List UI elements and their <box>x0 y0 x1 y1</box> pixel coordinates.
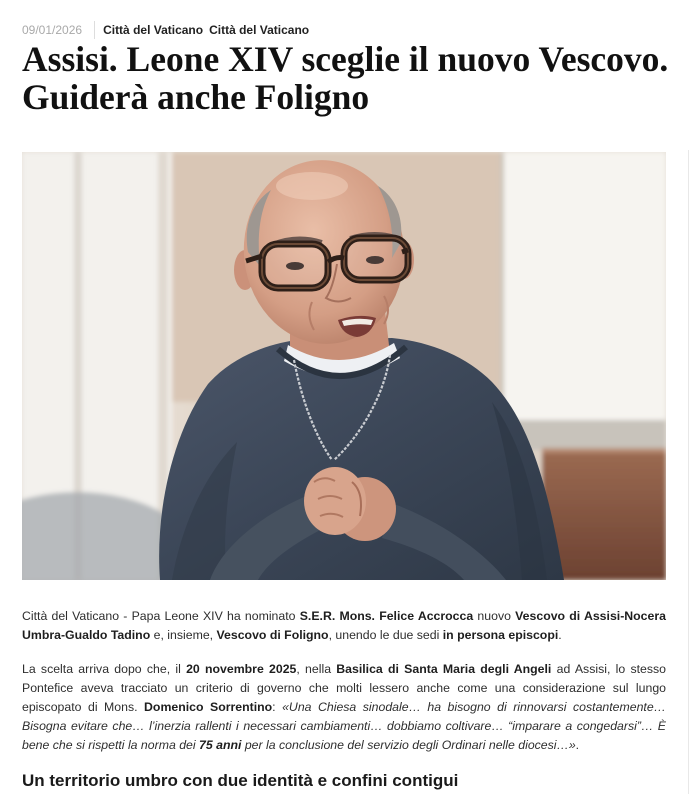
article-paragraph-1 <box>22 607 666 645</box>
text-run: , unendo le due sedi <box>328 628 443 642</box>
pope-quote-end: per la conclusione del servizio degli Ordinari nelle diocesi…» <box>241 738 576 752</box>
text-run: : <box>272 700 283 714</box>
publish-date: 09/01/2026 <box>22 23 83 37</box>
event-date: 20 novembre 2025 <box>186 662 297 676</box>
section-heading: Un territorio umbro con due identità e confini contigui <box>22 771 459 790</box>
text-run: La scelta arriva dopo che, il <box>22 662 187 676</box>
former-bishop-name: Domenico Sorrentino <box>144 700 273 714</box>
meta-divider <box>94 21 95 39</box>
article-body <box>22 607 666 792</box>
text-run: Città del Vaticano - Papa Leone XIV ha nominato <box>22 609 300 623</box>
pope-quote: «Una Chiesa sinodale… ha bisogno di rinnovarsi costantemente… Bisogna evitare che… l’inerzia rallenti i necessari cambiamenti… dobbiamo coltivare… “imparare a congedarsi”… È bene che si rispetti la norma dei <box>22 700 666 752</box>
text-run: nuovo <box>473 609 516 623</box>
text-run: . <box>558 628 562 642</box>
category-link[interactable]: Città del Vaticano <box>103 23 204 37</box>
article-meta <box>22 22 315 38</box>
text-run: , nella <box>296 662 337 676</box>
basilica-name: Basilica di Santa Maria degli Angeli <box>336 662 552 676</box>
bishop-name: S.E.R. Mons. Felice Accrocca <box>299 609 474 623</box>
article-paragraph-2 <box>22 660 666 755</box>
text-run: ad Assisi, lo stesso Pontefice aveva tracciato un criterio di governo che molti lessero anche come una considerazione sul lungo episcopato di Mons. <box>22 662 666 714</box>
sidebar-divider <box>688 150 689 794</box>
text-run: e, insieme, <box>150 628 217 642</box>
category-link[interactable]: Città del Vaticano <box>209 23 310 37</box>
article-title: Assisi. Leone XIV sceglie il nuovo Vescovo. Guiderà anche Foligno <box>22 39 669 117</box>
age-limit: 75 anni <box>199 738 242 752</box>
article-photo <box>22 152 666 580</box>
in-persona-episcopi: in persona episcopi <box>442 628 559 642</box>
quote-emphasis <box>199 738 241 752</box>
text-run: . <box>575 738 580 752</box>
photo-illustration <box>22 152 666 580</box>
diocese-assisi: Vescovo di Assisi-Nocera Umbra-Gualdo Tadino <box>22 609 666 642</box>
diocese-foligno: Vescovo di Foligno <box>216 628 329 642</box>
